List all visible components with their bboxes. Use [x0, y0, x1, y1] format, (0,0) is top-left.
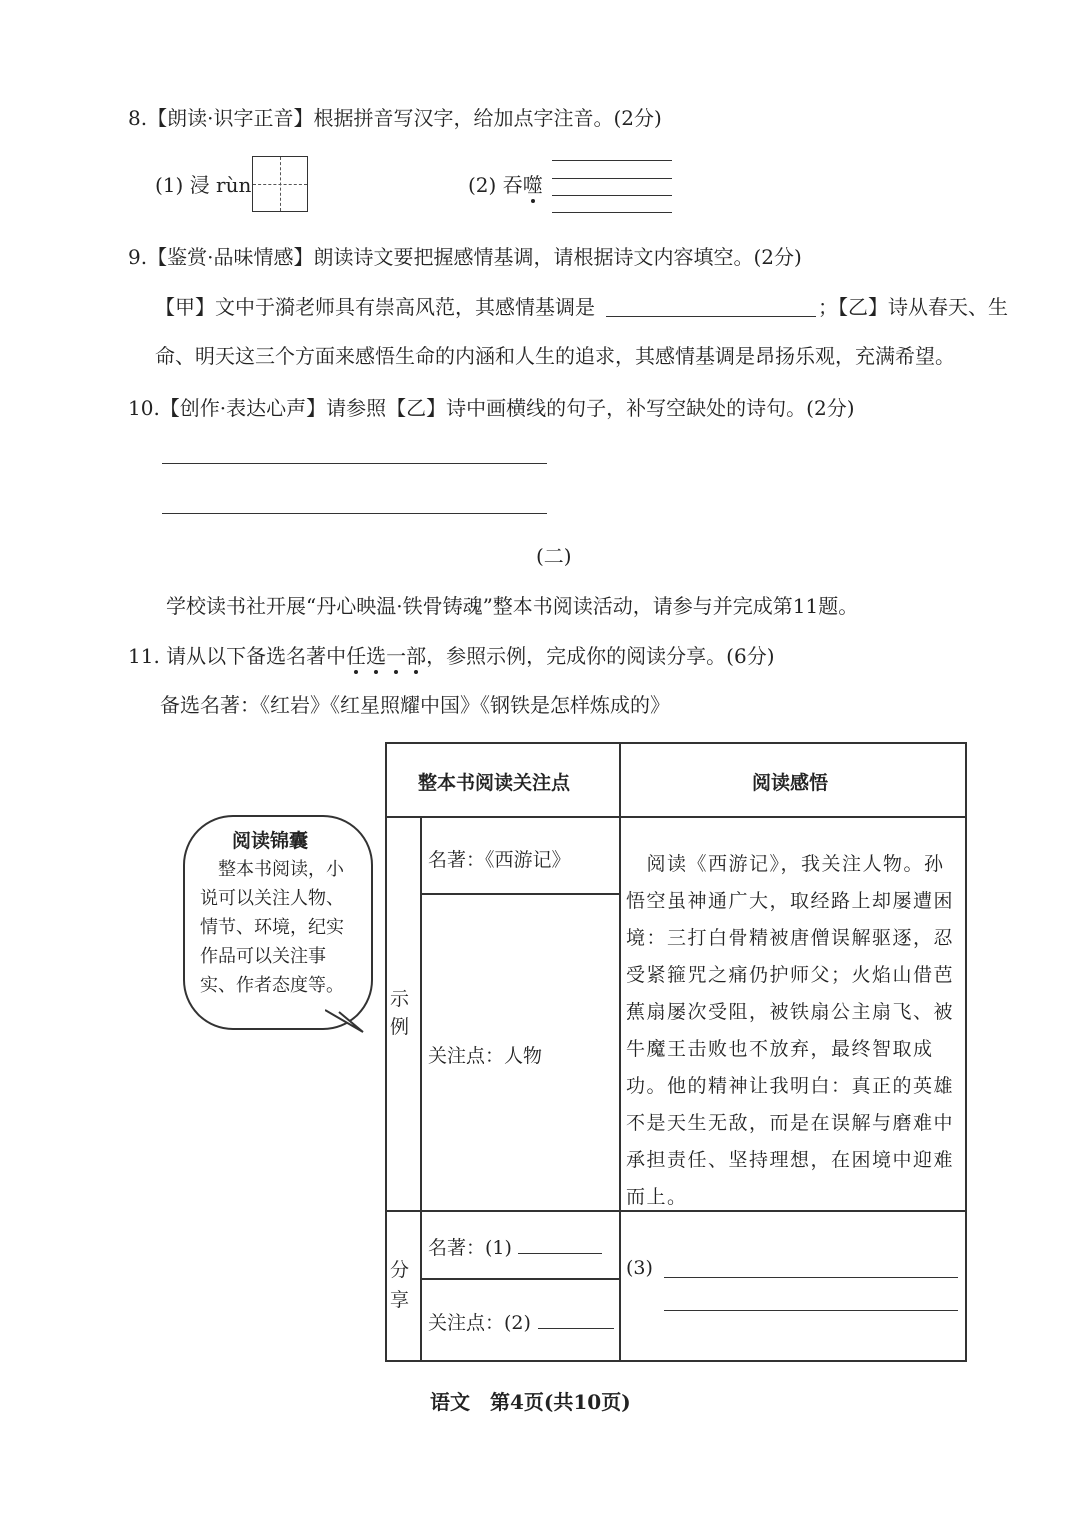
- example-focus: 关注点：人物: [428, 1045, 543, 1067]
- section-intro: 学校读书社开展“丹心映温·铁骨铸魂”整本书阅读活动，请参与并完成第11题。: [166, 594, 859, 618]
- q10-answer-line-2[interactable]: [162, 513, 547, 514]
- question-8-item-1: (1) 浸 rùn: [155, 173, 252, 197]
- share-insight-line-1[interactable]: [664, 1277, 958, 1278]
- share-book-blank[interactable]: [518, 1253, 602, 1254]
- dotted-character: 噬: [522, 173, 543, 197]
- q10-answer-line-1[interactable]: [162, 463, 547, 464]
- pinyin-line-1[interactable]: [552, 160, 672, 161]
- table-header-divider: [385, 816, 967, 818]
- share-focus: 关注点：(2): [428, 1312, 531, 1334]
- example-inner-divider: [420, 893, 619, 895]
- q11-text-b: ，参照示例，完成你的阅读分享。(6分): [426, 644, 775, 668]
- table-label-divider: [420, 816, 422, 1362]
- example-label: 示例: [390, 988, 410, 1038]
- section-heading: (二): [536, 544, 572, 568]
- question-9-prompt: 9.【鉴赏·品味情感】朗读诗文要把握感情基调，请根据诗文内容填空。(2分): [128, 245, 802, 269]
- share-insight-line-2[interactable]: [664, 1310, 958, 1311]
- pinyin-line-3[interactable]: [552, 195, 672, 196]
- share-book: 名著：(1): [428, 1237, 512, 1259]
- bubble-tail: [325, 1008, 365, 1034]
- question-9-line-1a: 【甲】文中于漪老师具有崇高风范，其感情基调是: [155, 295, 595, 319]
- pinyin-line-2[interactable]: [552, 178, 672, 179]
- dotted-char-2: 选: [366, 644, 387, 668]
- table-column-divider: [619, 742, 621, 1362]
- dotted-char-3: 一: [386, 644, 407, 668]
- item-2-prefix: (2) 吞: [468, 173, 523, 197]
- share-insight-label: (3): [626, 1257, 653, 1279]
- page-footer: 语文 第4页(共10页): [430, 1390, 631, 1414]
- question-11-prompt: [128, 641, 775, 671]
- tip-body: 整本书阅读，小说可以关注人物、情节、环境，纪实作品可以关注事实、作者态度等。: [200, 859, 344, 996]
- question-8-item-2: [468, 170, 543, 200]
- share-focus-blank[interactable]: [538, 1328, 614, 1329]
- tip-title: 阅读锦囊: [232, 830, 309, 852]
- question-9-line-2: 命、明天这三个方面来感悟生命的内涵和人生的追求，其感情基调是昂扬乐观，充满希望。: [155, 344, 955, 368]
- pinyin-line-4[interactable]: [552, 212, 672, 213]
- header-focus: 整本书阅读关注点: [418, 772, 571, 794]
- share-inner-divider: [420, 1278, 619, 1280]
- candidate-books: 备选名著：《红岩》《红星照耀中国》《钢铁是怎样炼成的》: [160, 693, 670, 717]
- example-book: 名著：《西游记》: [428, 849, 571, 871]
- header-insight: 阅读感悟: [752, 772, 829, 794]
- q9-answer-blank[interactable]: [606, 316, 816, 317]
- dotted-char-4: 部: [406, 644, 427, 668]
- question-9-line-1b: ；【乙】诗从春天、生: [818, 295, 1008, 319]
- share-label: 分享: [390, 1259, 410, 1311]
- question-8-prompt: 8.【朗读·识字正音】根据拼音写汉字，给加点字注音。(2分): [128, 106, 662, 130]
- dotted-char-1: 任: [346, 644, 367, 668]
- character-writing-box[interactable]: [252, 156, 308, 212]
- q11-text-a: 11. 请从以下备选名著中: [128, 644, 347, 668]
- example-insight: 阅读《西游记》，我关注人物。孙悟空虽神通广大，取经路上却屡遭困境：三打白骨精被唐僧误解驱逐，忍受紧箍咒之痛仍护师父；火焰山借芭蕉扇屡次受阻，被铁扇公主扇飞、被牛魔王击败也不放弃，最终智取成功。他的精神让我明白：真正的英雄不是天生无敌，而是在误解与磨难中承担责任、坚持理想，在困境中迎难而上。: [626, 853, 955, 1208]
- question-10-prompt: 10.【创作·表达心声】请参照【乙】诗中画横线的句子，补写空缺处的诗句。(2分): [128, 396, 855, 420]
